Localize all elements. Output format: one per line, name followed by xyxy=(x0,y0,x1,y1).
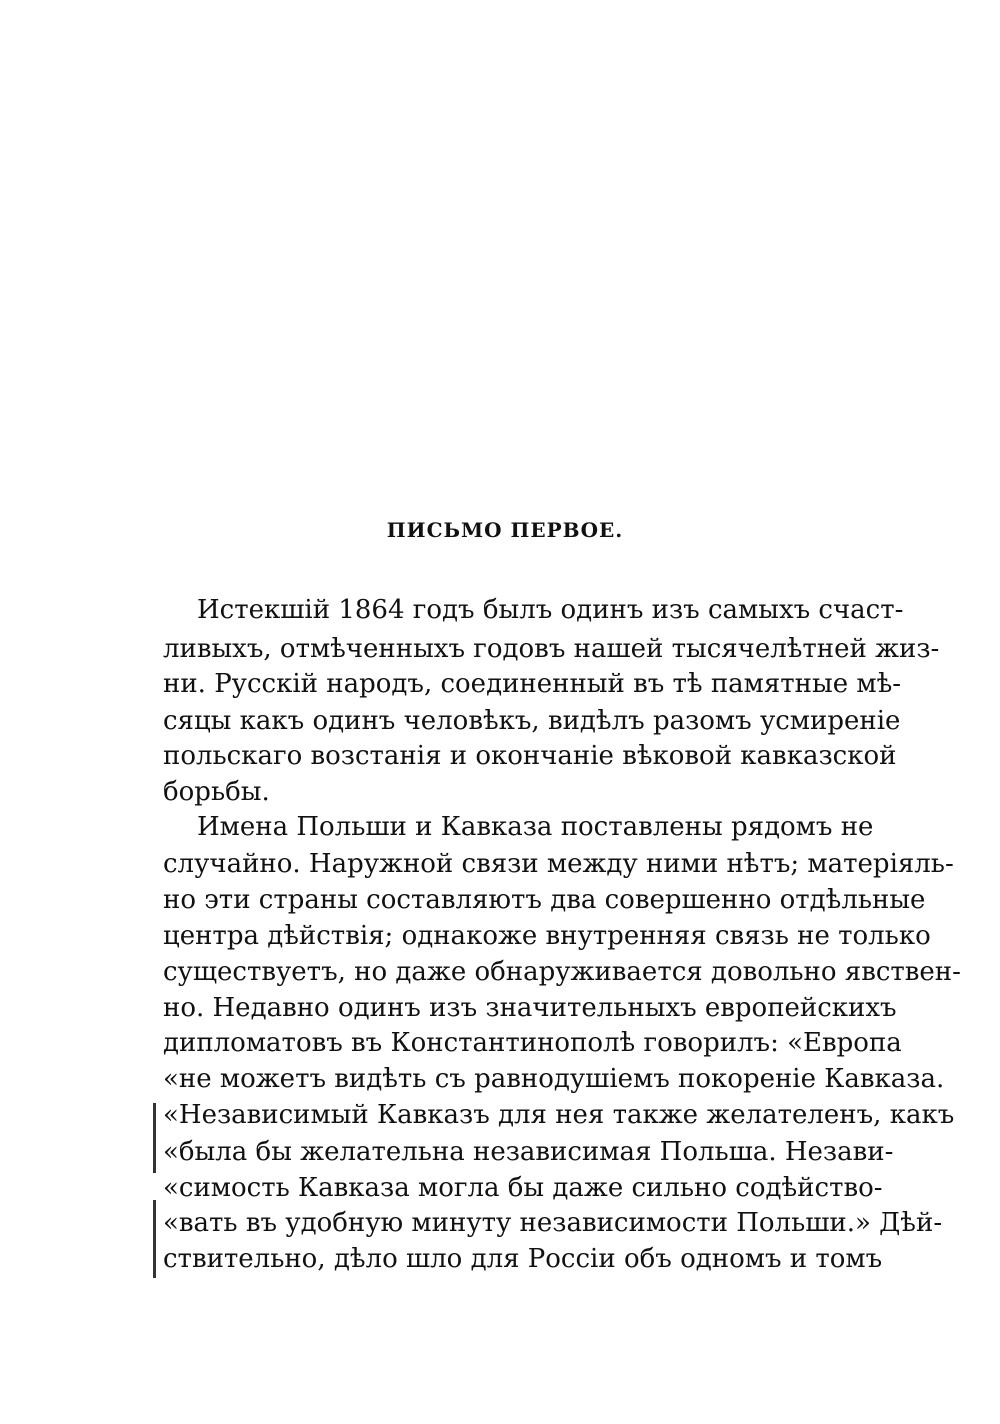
text-line-2: ливыхъ, отмѣченныхъ годовъ нашей тысячелѣтней жиз- xyxy=(163,634,940,664)
text-line-7: Имена Польши и Кавказа поставлены рядомъ не xyxy=(197,812,874,842)
chapter-heading: ПИСЬМО ПЕРВОЕ. xyxy=(386,518,624,542)
text-line-5: польскаго возстанія и окончаніе вѣковой кавказской xyxy=(163,741,897,771)
text-line-15: «Независимый Кавказъ для нея также желателенъ, какъ xyxy=(163,1100,955,1130)
text-line-17: «симость Кавказа могла бы даже сильно содѣйство- xyxy=(163,1173,883,1203)
text-line-3: ни. Русскій народъ, соединенный въ тѣ памятные мѣ- xyxy=(163,669,902,699)
text-line-4: сяцы какъ одинъ человѣкъ, видѣлъ разомъ усмиреніе xyxy=(163,706,901,736)
text-line-6: борьбы. xyxy=(163,777,270,807)
text-line-16: «была бы желательна независимая Польша. Незави- xyxy=(163,1137,894,1167)
text-line-12: но. Недавно одинъ изъ значительныхъ европейскихъ xyxy=(163,993,897,1023)
text-line-19: ствительно, дѣло шло для Россіи объ одномъ и томъ xyxy=(163,1244,883,1274)
text-line-8: случайно. Наружной связи между ними нѣтъ; матеріяль- xyxy=(163,849,954,879)
text-line-14: «не можетъ видѣть съ равнодушіемъ покореніе Кавказа. xyxy=(163,1064,945,1094)
text-line-10: центра дѣйствія; однакоже внутренняя связь не только xyxy=(163,921,931,951)
text-line-11: существуетъ, но даже обнаруживается довольно явствен- xyxy=(163,957,961,987)
text-line-9: но эти страны составляютъ два совершенно отдѣльные xyxy=(163,885,926,915)
text-line-18: «вать въ удобную минуту независимости Польши.» Дѣй- xyxy=(163,1208,943,1238)
text-line-13: дипломатовъ въ Константинополѣ говорилъ: «Европа xyxy=(163,1028,902,1058)
margin-pencil-mark-upper xyxy=(153,1103,156,1173)
text-line-1: Истекшій 1864 годъ былъ одинъ изъ самыхъ счаст- xyxy=(197,595,904,625)
margin-pencil-mark-lower xyxy=(153,1200,156,1278)
